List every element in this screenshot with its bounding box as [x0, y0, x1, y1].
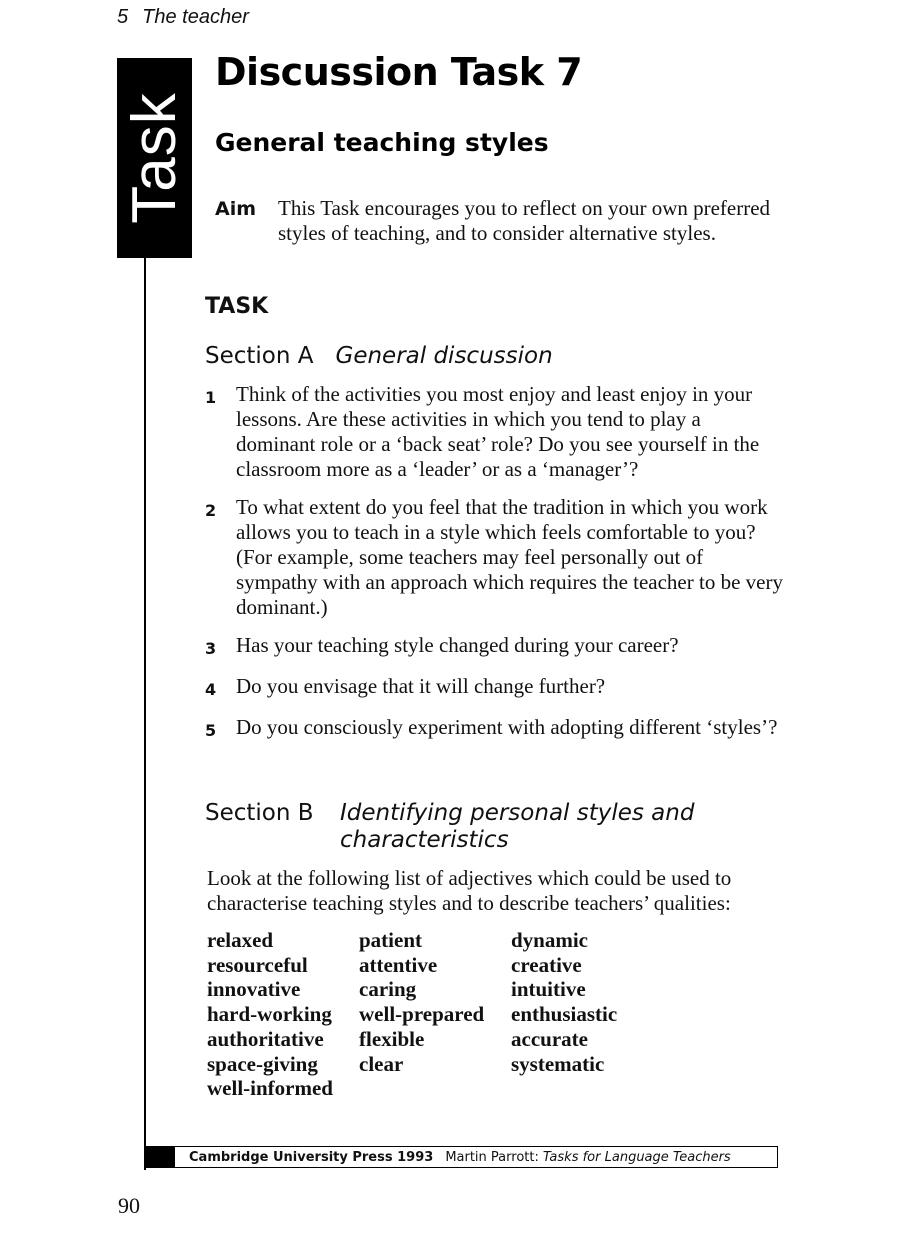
section-b-heading: [205, 800, 765, 854]
question-number: 5: [205, 721, 217, 740]
adjective: intuitive: [511, 977, 586, 1002]
footer-book-title: Tasks for Language Teachers: [542, 1149, 731, 1165]
question-item: [205, 495, 785, 620]
chapter-title: The teacher: [142, 6, 249, 28]
question-text: Think of the activities you most enjoy and least enjoy in your lessons. Are these activities in which you tend to play a dominant role or a ‘back seat’ role? Do you see yourself in the classroom more as a ‘leader’ or as a ‘manager’?: [236, 382, 760, 481]
aim-text: This Task encourages you to reflect on your own preferred styles of teaching, and to consider alternative styles.: [278, 196, 771, 245]
page-number: 90: [118, 1193, 140, 1218]
adjective-column: [511, 928, 663, 1101]
adjective-column: [207, 928, 359, 1101]
running-head: [117, 6, 249, 29]
adjective: authoritative: [207, 1026, 324, 1051]
adjective: hard-working: [207, 1002, 332, 1027]
side-tab-label: Task: [119, 92, 189, 224]
question-number: 3: [205, 639, 217, 658]
adjective: well-informed: [207, 1076, 333, 1101]
aim-label: Aim: [215, 198, 257, 220]
question-text: Has your teaching style changed during your career?: [236, 633, 679, 657]
adjective: dynamic: [511, 928, 589, 952]
copyright-footer: [144, 1146, 778, 1168]
question-item: [205, 674, 785, 702]
question-text: Do you consciously experiment with adopting different ‘styles’?: [236, 715, 778, 739]
adjective-column: [359, 928, 511, 1101]
adjective: accurate: [511, 1026, 588, 1051]
adjective: creative: [511, 952, 582, 977]
section-b-intro: Look at the following list of adjectives which could be used to characterise teaching styles and to describe teachers’ qualities:: [207, 866, 732, 915]
adjective: systematic: [511, 1051, 605, 1076]
adjective: space-giving: [207, 1051, 318, 1076]
adjective: innovative: [207, 977, 301, 1002]
adjective: resourceful: [207, 952, 308, 977]
footer-block: [145, 1147, 175, 1167]
page-title: Discussion Task 7: [215, 50, 583, 94]
section-a-heading: [205, 343, 553, 370]
footer-author: Martin Parrott:: [445, 1149, 539, 1165]
task-heading: TASK: [205, 294, 269, 319]
question-number: 2: [205, 501, 217, 520]
adjective: flexible: [359, 1026, 425, 1051]
adjective: enthusiastic: [511, 1002, 618, 1027]
adjective: relaxed: [207, 928, 274, 952]
question-text: To what extent do you feel that the tradition in which you work allows you to teach in a style which feels comfortable to you? (For example, some teachers may feel personally out of sympathy with an approach which requires the teacher to be very dominant.): [236, 495, 783, 619]
side-tab: [117, 58, 192, 258]
adjective: patient: [359, 928, 422, 952]
section-b-label: Section B: [205, 800, 314, 826]
adjective-list: [207, 928, 663, 1101]
question-item: [205, 715, 785, 743]
section-a-title: General discussion: [335, 343, 553, 369]
adjective: clear: [359, 1051, 404, 1076]
footer-publisher: Cambridge University Press 1993: [189, 1149, 434, 1165]
section-a-label: Section A: [205, 343, 314, 369]
adjective: attentive: [359, 952, 438, 977]
question-number: 4: [205, 680, 217, 699]
question-item: [205, 382, 785, 482]
left-margin-rule: [144, 258, 146, 1170]
question-number: 1: [205, 388, 217, 407]
adjective: caring: [359, 977, 417, 1002]
question-item: [205, 633, 785, 661]
section-a-questions: [205, 382, 785, 756]
question-text: Do you envisage that it will change further?: [236, 674, 606, 698]
section-b-title: Identifying personal styles and characteristics: [340, 800, 695, 853]
page-subtitle: General teaching styles: [215, 128, 549, 157]
chapter-number: 5: [117, 6, 129, 28]
adjective: well-prepared: [359, 1002, 485, 1027]
